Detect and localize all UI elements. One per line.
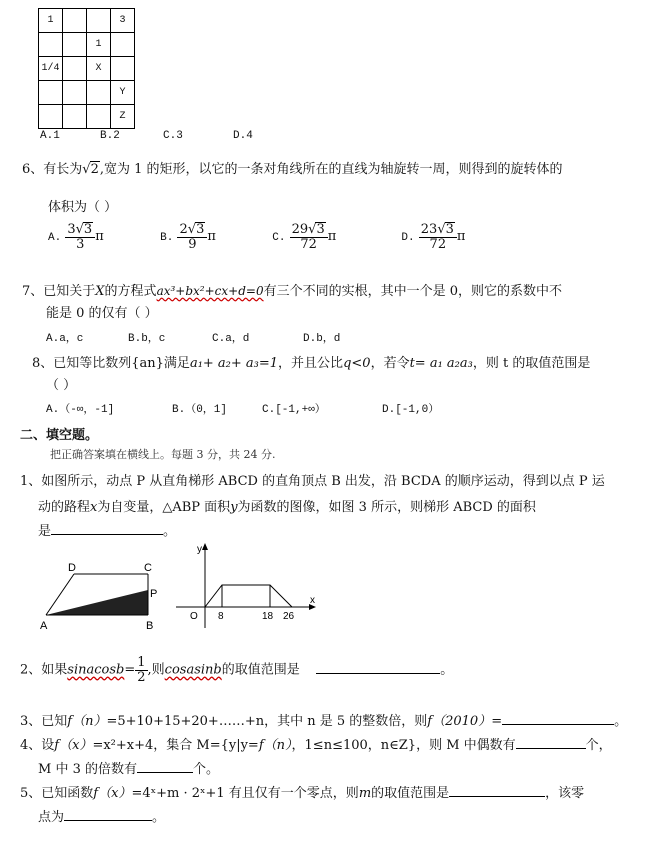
number-grid — [38, 8, 135, 129]
f4-text-e: M 中 3 的倍数有 — [38, 762, 137, 777]
section-instruction: 把正确答案填在横线上。每题 3 分，共 24 分. — [50, 448, 276, 461]
q8-option-b: B.（0，1] — [172, 404, 228, 416]
shaded-triangle — [46, 590, 148, 615]
f4-text-b: =x²+x+4，集合 M={y|y= — [92, 738, 259, 753]
q6-line1 — [22, 158, 563, 177]
q8-t-def: t= a₁ a₂a₃ — [409, 356, 473, 371]
f5-text-d: ，该零 — [545, 786, 585, 801]
q7-equation: ax³+bx²+cx+d=0 — [156, 284, 264, 298]
f1-line2 — [38, 496, 536, 515]
label-p: P — [150, 588, 158, 600]
f3-fn2: f（2010） — [427, 714, 492, 729]
q8-line1 — [32, 352, 590, 371]
grid-cell: 1 — [87, 33, 111, 57]
q6-sqrt: 2 — [90, 162, 99, 177]
q8-text-a: 8、已知等比数列{an}满足 — [32, 356, 190, 371]
f2-expr2: cosasinb — [164, 662, 222, 678]
q8-q-condition: q<0 — [343, 356, 371, 371]
f5-text-e: 点为 — [38, 810, 65, 825]
answer-blank[interactable] — [51, 534, 163, 535]
f1-var-x: x — [90, 500, 98, 515]
q7-text-b: 的方程式 — [104, 284, 157, 299]
tick-label: 18 — [262, 611, 274, 622]
q7-option-b: B.b，c — [128, 333, 166, 345]
f2-line — [20, 656, 453, 684]
fraction: $\frac{2√3}{9}$ — [177, 222, 207, 251]
denominator: 3 — [76, 236, 85, 252]
f4-fx: f（x） — [54, 738, 93, 753]
q8-option-c: C.[-1,+∞） — [262, 404, 326, 416]
grid-cell — [87, 105, 111, 129]
f2-text-d: 。 — [440, 662, 454, 678]
q8-text-c: ，若令 — [370, 356, 410, 371]
q6-line2: 体积为（ ） — [48, 200, 118, 215]
section-title: 二、填空题。 — [20, 428, 99, 443]
denominator: 9 — [188, 236, 197, 252]
f3-fn: f（n） — [67, 714, 107, 729]
f1-text-c: 为函数的图像，如图 3 所示，则梯形 ABCD 的面积 — [237, 500, 536, 515]
q8-text-d: ，则 t 的取值范围是 — [472, 356, 591, 371]
grid-cell — [111, 57, 135, 81]
f1-var-y: y — [230, 500, 238, 515]
q8-option-d: D.[-1,0） — [382, 404, 440, 416]
answer-blank[interactable] — [137, 772, 193, 773]
q7-var-x: X — [95, 284, 105, 299]
f4-text-c: ，1≤n≤100，n∈Z}，则 M 中偶数有 — [291, 738, 516, 753]
option-c: C.3 — [163, 130, 183, 142]
origin-label: O — [190, 611, 198, 622]
f5-text-c: 的取值范围是 — [371, 786, 450, 801]
label-b: B — [146, 620, 154, 632]
f5-line2 — [38, 806, 165, 825]
option-b: B.2 — [100, 130, 120, 142]
grid-cell: 3 — [111, 9, 135, 33]
f4-text-f: 个。 — [192, 762, 219, 777]
label-c: C — [144, 562, 152, 574]
answer-blank[interactable] — [516, 748, 586, 749]
pi: π — [207, 229, 216, 245]
pi: π — [327, 229, 337, 245]
f1-line1: 1、如图所示，动点 P 从直角梯形 ABCD 的直角顶点 B 出发，沿 BCDA 的顺序运动，得到以点 P 运 — [20, 474, 605, 489]
q6-option-b — [160, 222, 268, 251]
f2-expr1: sinacosb — [67, 662, 125, 678]
f3-text-b: =5+10+15+20+……+n，其中 n 是 5 的整数倍，则 — [106, 714, 428, 729]
f5-text-b: =4ˣ+m · 2ˣ+1 有且仅有一个零点，则 — [131, 786, 359, 801]
answer-blank[interactable] — [316, 673, 440, 674]
denominator: 72 — [429, 236, 447, 252]
pi: π — [95, 229, 104, 245]
q6-options — [48, 222, 511, 251]
q6-text-b: ,宽为 1 的矩形，以它的一条对角线所在的直线为轴旋转一周，则得到的旋转体的 — [99, 162, 563, 177]
q7-option-d: D.b，d — [303, 333, 341, 345]
q7-text-a: 7、已知关于 — [22, 284, 96, 299]
f3-text-a: 3、已知 — [20, 714, 68, 729]
grid-cell — [39, 81, 63, 105]
sqrt-sign: √ — [82, 162, 91, 177]
axis-x-label: x — [310, 595, 315, 606]
coef: 3 — [67, 222, 76, 237]
f2-text-c: 的取值范围是 — [221, 662, 300, 678]
option-d: D.4 — [233, 130, 253, 142]
f1-text-a: 是 — [38, 524, 52, 539]
f1-text-b: 。 — [163, 524, 177, 539]
coef: 23 — [420, 222, 438, 237]
f4-fn: f（n） — [258, 738, 292, 753]
tick-label: 26 — [283, 611, 295, 622]
f4-text-a: 4、设 — [20, 738, 55, 753]
answer-blank[interactable] — [449, 796, 545, 797]
option-a: A.1 — [40, 130, 60, 142]
grid-cell — [63, 81, 87, 105]
f5-var-m: m — [358, 786, 372, 801]
f5-text-a: 5、已知函数 — [20, 786, 94, 801]
fraction: $\frac{23√3}{72}$ — [419, 222, 457, 251]
denominator: 2 — [137, 669, 146, 685]
f4-text-d: 个， — [585, 738, 612, 753]
grid-cell — [111, 33, 135, 57]
tick-label: 8 — [218, 611, 224, 622]
option-label: B. — [160, 232, 174, 245]
grid-cell — [63, 33, 87, 57]
q8-text-b: ，并且公比 — [278, 356, 344, 371]
fraction: $\frac{3√3}{3}$ — [65, 222, 95, 251]
grid-cell: Z — [111, 105, 135, 129]
f1-text-a: 动的路程 — [38, 500, 91, 515]
q7-line2: 能是 0 的仅有（ ） — [46, 306, 158, 321]
f1-text-b: 为自变量，△ABP 面积 — [97, 500, 231, 515]
f5-line1 — [20, 782, 584, 801]
q7-option-c: C.a，d — [212, 333, 250, 345]
denominator: 72 — [300, 236, 317, 252]
grid-cell — [63, 105, 87, 129]
grid-cell: Y — [111, 81, 135, 105]
pi: π — [456, 229, 466, 245]
grid-cell: 1/4 — [39, 57, 63, 81]
radicand: 3 — [316, 222, 325, 237]
q7-line1 — [22, 280, 562, 299]
label-a: A — [40, 620, 48, 632]
q7-text-c: 有三个不同的实根，其中一个是 0，则它的系数中不 — [263, 284, 562, 299]
f5-fx: f（x） — [93, 786, 132, 801]
radicand: 3 — [445, 222, 454, 237]
function-graph — [172, 540, 322, 635]
coef: 29 — [291, 222, 309, 237]
fraction: $\frac{29√3}{72}$ — [290, 222, 328, 251]
trapezoid-figure — [36, 560, 166, 635]
numerator: 1 — [137, 655, 146, 670]
q8-line2: （ ） — [46, 378, 77, 393]
answer-blank[interactable] — [64, 820, 152, 821]
grid-cell: 1 — [39, 9, 63, 33]
grid-cell — [39, 33, 63, 57]
f2-fraction — [135, 656, 147, 684]
f2-text-b: ,则 — [147, 662, 165, 678]
q7-option-a: A.a，c — [46, 333, 84, 345]
f5-text-f: 。 — [152, 810, 166, 825]
q8-option-a: A.（-∞，-1] — [46, 404, 115, 416]
f4-line1 — [20, 734, 612, 753]
option-label: C. — [272, 232, 286, 245]
grid-cell — [63, 9, 87, 33]
f4-line2 — [38, 758, 219, 777]
f3-line — [20, 710, 627, 729]
label-d: D — [68, 562, 76, 574]
f2-eq: = — [124, 662, 136, 678]
answer-blank[interactable] — [502, 724, 614, 725]
grid-cell — [39, 105, 63, 129]
q6-option-a — [48, 222, 156, 251]
q6-option-c — [272, 222, 397, 251]
coef: 2 — [179, 222, 188, 237]
axis-y-label: y — [197, 544, 202, 555]
f1-line3 — [38, 520, 176, 539]
f2-text-a: 2、如果 — [20, 662, 68, 678]
radicand: 3 — [196, 222, 205, 237]
grid-cell — [87, 81, 111, 105]
f3-text-d: 。 — [614, 714, 628, 729]
q8-condition: a₁+ a₂+ a₃=1 — [189, 356, 279, 371]
radicand: 3 — [83, 222, 93, 237]
option-label: D. — [401, 232, 415, 245]
grid-cell — [87, 9, 111, 33]
q6-text-a: 6、有长为 — [22, 162, 83, 177]
option-label: A. — [48, 232, 62, 245]
q6-option-d — [401, 222, 511, 251]
f3-text-c: = — [491, 714, 503, 729]
grid-cell: X — [87, 57, 111, 81]
grid-cell — [63, 57, 87, 81]
